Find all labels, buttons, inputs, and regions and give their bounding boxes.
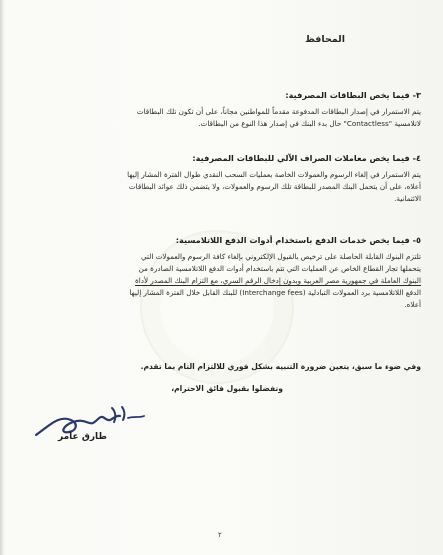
section-title-contactless-payments: ٥- فيما يخص خدمات الدفع باستخدام أدوات الدفع اللاتلامسية: — [175, 235, 421, 245]
section-title-bank-cards: ٣- فيما يخص البطاقات المصرفية: — [285, 90, 421, 100]
section-title-atm: ٤- فيما يخص معاملات الصراف الآلي للبطاقات المصرفية: — [192, 153, 421, 163]
section-line: يتم الاستمرار في إلغاء الرسوم والعمولات الخاصة بعمليات السحب النقدي طوال الفترة المشار إليها — [127, 169, 421, 179]
section-line: الائتمانية. — [394, 194, 421, 204]
section-line: الدفع اللاتلامسية برد العمولات التبادلية (Interchange fees) للبنك القابل خلال الفترة المشار إليها — [129, 288, 421, 298]
section-body-atm — [61, 169, 421, 205]
page-number: ٢ — [218, 531, 222, 539]
section-line: لاتلامسية "Contactless" حال بدء البنك في إصدار هذا النوع من البطاقات. — [198, 118, 421, 128]
section-line: أعلاه. — [404, 300, 421, 310]
page-edge-shadow — [0, 0, 4, 555]
section-line: يتم الاستمرار في إصدار البطاقات المدفوعة مقدماً للمواطنين مجاناً، على أن تكون تلك البطاقات — [136, 106, 421, 116]
section-atm — [61, 154, 421, 205]
closing-instruction: وفي ضوء ما سبق، يتعين ضرورة التنبيه بشكل فوري للالتزام التام بما تقدم. — [140, 362, 421, 371]
section-body-bank-cards — [61, 106, 421, 130]
signature-icon — [32, 401, 167, 451]
closing-regards: وتفضلوا بقبول فائق الاحترام، — [171, 384, 283, 393]
section-line: تلتزم البنوك القابلة الحاصلة على ترخيص بالقبول الإلكتروني بإلغاء كافة الرسوم والعمولات التي — [140, 251, 421, 261]
section-contactless-payments — [61, 236, 421, 311]
section-bank-cards — [61, 91, 421, 130]
section-body-contactless-payments — [61, 251, 421, 311]
section-line: يتحملها تجار القطاع الخاص عن العمليات التي تتم باستخدام أدوات الدفع اللاتلامسية الصادرة من — [138, 263, 421, 273]
section-line-underlined: البنوك العاملة في جمهورية مصر العربية وبدون إدخال الرقم السري، مع التزام البنك المصدر لأداة — [135, 276, 421, 286]
section-line: أعلاه، على أن يتحمل البنك المصدر للبطاقة تلك الرسوم والعمولات، ولا يتضمن ذلك عوائد البطاقات — [128, 181, 421, 191]
signer-name: طارق عامر — [58, 432, 107, 442]
page-title: المحافظ — [305, 34, 345, 45]
